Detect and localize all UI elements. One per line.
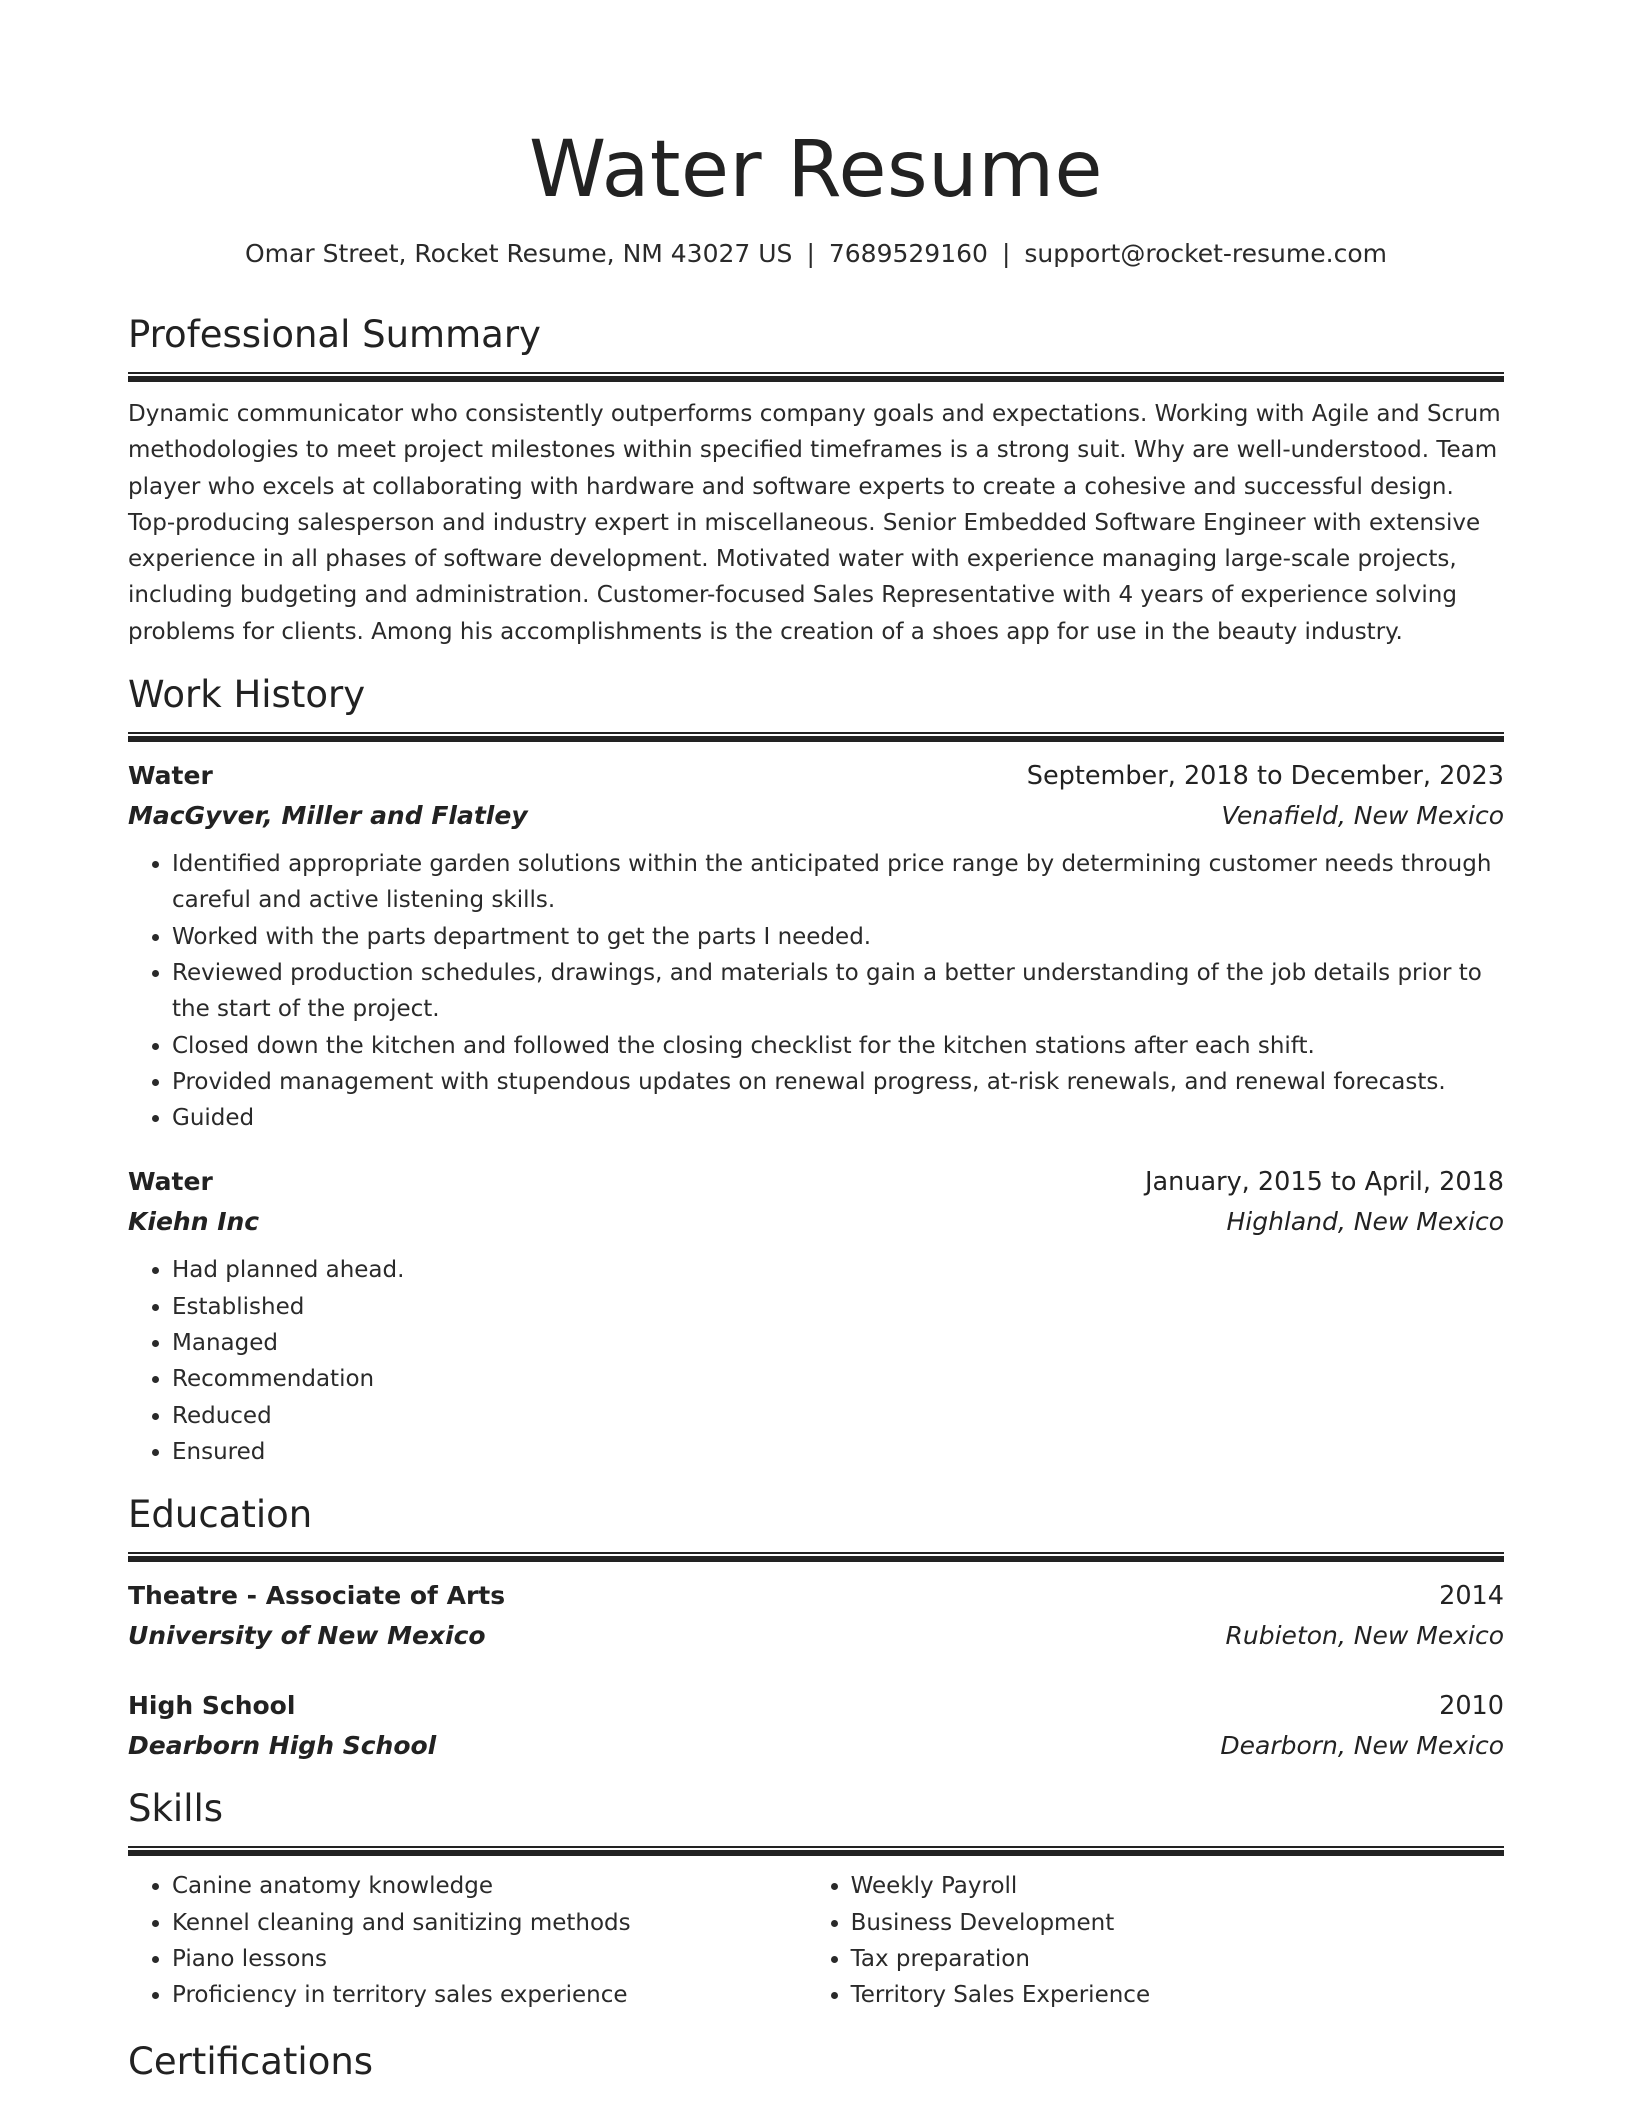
list-item: • Guided [172, 1100, 1504, 1136]
education-location: Rubieton, New Mexico [1225, 1621, 1504, 1651]
job-dates: January, 2015 to April, 2018 [1145, 1167, 1504, 1198]
job-title: Water [128, 761, 213, 791]
education-subheader [128, 1616, 1504, 1656]
list-item: • Managed [172, 1325, 1504, 1361]
job-company: Kiehn Inc [128, 1207, 260, 1237]
job-title: Water [128, 1167, 213, 1197]
list-item: • Proficiency in territory sales experience [172, 1977, 807, 2013]
contact-phone: 7689529160 [828, 239, 988, 268]
education-subheader [128, 1726, 1504, 1766]
education-location: Dearborn, New Mexico [1220, 1731, 1504, 1761]
skills-list-right [807, 1868, 1504, 2013]
list-item: • Reduced [172, 1398, 1504, 1434]
education-degree: High School [128, 1691, 296, 1721]
job-entry [128, 1162, 1504, 1470]
section-title-skills: Skills [128, 1787, 224, 1831]
skills-columns [128, 1868, 1504, 2013]
contact-separator: | [1001, 239, 1011, 268]
job-header [128, 1162, 1504, 1202]
education-section [128, 1490, 1504, 1766]
job-dates: September, 2018 to December, 2023 [1026, 761, 1504, 792]
list-item: • Canine anatomy knowledge [172, 1868, 807, 1904]
work-history-section [128, 670, 1504, 1470]
section-divider [128, 372, 1504, 382]
job-subheader [128, 1202, 1504, 1242]
list-item: • Reviewed production schedules, drawings, and materials to gain a better understanding of the job details prior to the start of the project. [172, 955, 1504, 1028]
contact-line [128, 236, 1504, 272]
list-item: • Weekly Payroll [851, 1868, 1504, 1904]
list-item: • Established [172, 1289, 1504, 1325]
job-header [128, 756, 1504, 796]
section-title-education: Education [128, 1493, 313, 1537]
education-year: 2014 [1439, 1581, 1504, 1612]
education-degree: Theatre - Associate of Arts [128, 1581, 506, 1611]
list-item: • Kennel cleaning and sanitizing methods [172, 1905, 807, 1941]
section-title-summary: Professional Summary [128, 313, 541, 356]
skills-list-left [128, 1868, 807, 2013]
list-item: • Recommendation [172, 1361, 1504, 1397]
job-bullets [128, 1252, 1504, 1470]
education-school: University of New Mexico [128, 1621, 486, 1651]
job-subheader [128, 796, 1504, 836]
contact-address: Omar Street, Rocket Resume, NM 43027 US [245, 239, 793, 268]
section-title-certifications: Certifications [128, 2040, 374, 2084]
certifications-section [128, 2037, 1504, 2087]
section-divider [128, 1552, 1504, 1562]
contact-separator: | [806, 239, 815, 268]
contact-email: support@rocket-resume.com [1024, 239, 1387, 268]
section-divider [128, 732, 1504, 742]
education-school: Dearborn High School [128, 1731, 437, 1761]
list-item: • Ensured [172, 1434, 1504, 1470]
job-company: MacGyver, Miller and Flatley [128, 801, 528, 831]
list-item: • Business Development [851, 1905, 1504, 1941]
education-year: 2010 [1439, 1691, 1504, 1722]
list-item: • Had planned ahead. [172, 1252, 1504, 1288]
job-bullets [128, 846, 1504, 1136]
list-item: • Identified appropriate garden solutions within the anticipated price range by determining customer needs through careful and active listening skills. [172, 846, 1504, 919]
skills-section [128, 1784, 1504, 2013]
education-header [128, 1686, 1504, 1726]
job-location: Venafield, New Mexico [1221, 801, 1504, 831]
list-item: • Worked with the parts department to get the parts I needed. [172, 919, 1504, 955]
education-entry [128, 1686, 1504, 1766]
resume-name: Water Resume [528, 125, 1104, 215]
job-entry [128, 756, 1504, 1136]
education-entry [128, 1576, 1504, 1656]
job-location: Highland, New Mexico [1226, 1207, 1504, 1237]
list-item: • Territory Sales Experience [851, 1977, 1504, 2013]
list-item: • Tax preparation [851, 1941, 1504, 1977]
list-item: • Piano lessons [172, 1941, 807, 1977]
education-header [128, 1576, 1504, 1616]
section-divider [128, 1846, 1504, 1856]
summary-section [128, 310, 1504, 650]
list-item: • Closed down the kitchen and followed the closing checklist for the kitchen stations after each shift. [172, 1028, 1504, 1064]
summary-text: Dynamic communicator who consistently outperforms company goals and expectations. Working with Agile and Scrum methodologies to meet project milestones within specified timeframes is a strong suit. Why are well-understood. Team player who excels at collaborating with hardware and software experts to create a cohesive and successful design. Top-producing salesperson and industry expert in miscellaneous. Senior Embedded Software Engineer with extensive experience in all phases of software development. Motivated water with experience managing large-scale projects, including budgeting and administration. Customer-focused Sales Representative with 4 years of experience solving problems for clients. Among his accomplishments is the creation of a shoes app for use in the beauty industry. [128, 401, 1501, 645]
list-item: • Provided management with stupendous updates on renewal progress, at-risk renewals, and renewal forecasts. [172, 1064, 1504, 1100]
section-title-work: Work History [128, 673, 366, 717]
